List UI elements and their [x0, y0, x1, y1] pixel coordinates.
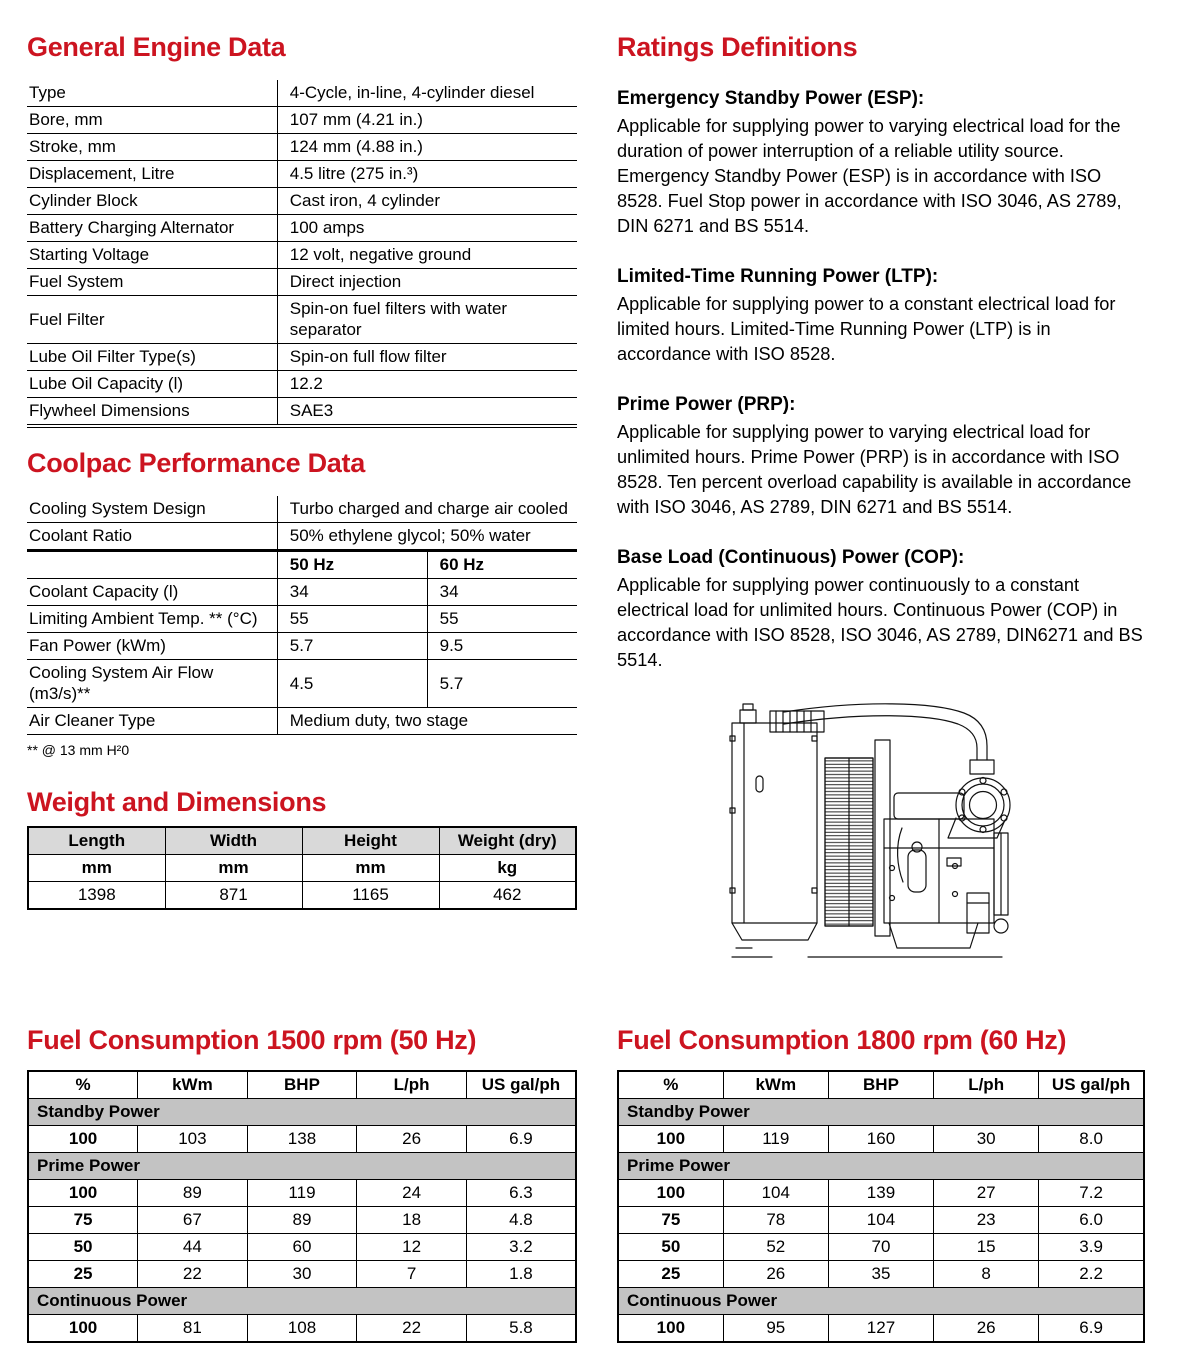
unit-cell: mm [165, 855, 302, 882]
data-cell: 100 [618, 1180, 723, 1207]
spec-value: 100 amps [277, 215, 577, 242]
unit-cell: mm [302, 855, 439, 882]
empty-cell [27, 551, 277, 579]
data-cell: 160 [828, 1126, 933, 1153]
spec-row [27, 296, 577, 344]
column-header: BHP [247, 1071, 357, 1099]
fuel-data-row [28, 1261, 576, 1288]
value-50hz: 4.5 [277, 660, 427, 708]
data-cell: 138 [247, 1126, 357, 1153]
data-cell: 52 [723, 1234, 828, 1261]
right-column-bottom [617, 1026, 1145, 1343]
fuel-section-row [618, 1153, 1144, 1180]
spec-row [27, 161, 577, 188]
column-header: US gal/ph [466, 1071, 576, 1099]
data-cell: 2.2 [1039, 1261, 1144, 1288]
left-column-top [27, 33, 577, 910]
data-cell: 119 [247, 1180, 357, 1207]
data-cell: 7 [357, 1261, 467, 1288]
frequency-header-row [27, 551, 577, 579]
weight-header-row [28, 827, 576, 855]
data-cell: 100 [618, 1126, 723, 1153]
section-header: Prime Power [28, 1153, 576, 1180]
data-cell: 104 [723, 1180, 828, 1207]
spec-value: 12 volt, negative ground [277, 242, 577, 269]
value-60hz: 9.5 [427, 633, 577, 660]
data-cell: 7.2 [1039, 1180, 1144, 1207]
data-cell: 8 [934, 1261, 1039, 1288]
left-column-bottom [27, 1026, 577, 1343]
spec-row [27, 606, 577, 633]
spec-value: Turbo charged and charge air cooled [277, 496, 577, 523]
rating-heading: Emergency Standby Power (ESP): [617, 88, 925, 109]
fuel-header-row [28, 1071, 576, 1099]
data-cell: 100 [28, 1180, 138, 1207]
spec-row [27, 708, 577, 735]
spec-row [27, 107, 577, 134]
unit-cell: mm [28, 855, 165, 882]
value-cell: 1165 [302, 882, 439, 910]
spec-label: Cooling System Design [27, 496, 277, 523]
data-cell: 4.8 [466, 1207, 576, 1234]
data-cell: 6.3 [466, 1180, 576, 1207]
column-header: Length [28, 827, 165, 855]
spec-label: Displacement, Litre [27, 161, 277, 188]
data-cell: 127 [828, 1315, 933, 1343]
data-cell: 100 [28, 1315, 138, 1343]
spec-row [27, 496, 577, 523]
data-cell: 26 [934, 1315, 1039, 1343]
fuel-data-row [28, 1234, 576, 1261]
rating-body: Applicable for supplying power to varying electrical load for unlimited hours. Prime Power (PRP) is in accordance with ISO 8528. Ten percent overload capability is available in accordance with ISO 3046, AS 2789, DIN 6271 and BS 5514. [617, 422, 1132, 517]
data-cell: 100 [618, 1315, 723, 1343]
general-engine-data-title: General Engine Data [27, 32, 286, 62]
weight-units-row [28, 855, 576, 882]
fuel-consumption-60hz-title: Fuel Consumption 1800 rpm (60 Hz) [617, 1025, 1067, 1055]
section-header: Prime Power [618, 1153, 1144, 1180]
data-cell: 30 [934, 1126, 1039, 1153]
value-cell: 871 [165, 882, 302, 910]
fuel-data-row [28, 1207, 576, 1234]
value-50hz: 55 [277, 606, 427, 633]
data-cell: 95 [723, 1315, 828, 1343]
spec-value: Direct injection [277, 269, 577, 296]
data-cell: 81 [138, 1315, 248, 1343]
column-header: Width [165, 827, 302, 855]
fuel-data-row [618, 1180, 1144, 1207]
column-header: L/ph [357, 1071, 467, 1099]
data-cell: 22 [357, 1315, 467, 1343]
fuel-data-row [618, 1234, 1144, 1261]
weight-dimensions-table [27, 826, 577, 910]
spec-label: Cooling System Air Flow (m3/s)** [27, 660, 277, 708]
data-cell: 60 [247, 1234, 357, 1261]
data-cell: 15 [934, 1234, 1039, 1261]
spec-value: 107 mm (4.21 in.) [277, 107, 577, 134]
spec-row [27, 344, 577, 371]
spec-label: Cylinder Block [27, 188, 277, 215]
column-header: kWm [723, 1071, 828, 1099]
data-cell: 44 [138, 1234, 248, 1261]
fuel-data-row [28, 1180, 576, 1207]
fuel-section-row [28, 1099, 576, 1126]
spec-label: Bore, mm [27, 107, 277, 134]
freq-60hz-header: 60 Hz [427, 551, 577, 579]
ratings-definitions-title: Ratings Definitions [617, 32, 858, 62]
spec-label: Lube Oil Capacity (l) [27, 371, 277, 398]
column-header: Weight (dry) [439, 827, 576, 855]
spec-value: Spin-on fuel filters with water separator [277, 296, 577, 344]
data-cell: 22 [138, 1261, 248, 1288]
section-header: Standby Power [618, 1099, 1144, 1126]
coolpac-performance-table [27, 496, 577, 735]
spec-label: Stroke, mm [27, 134, 277, 161]
spec-value: 124 mm (4.88 in.) [277, 134, 577, 161]
section-header: Continuous Power [28, 1288, 576, 1315]
unit-cell: kg [439, 855, 576, 882]
value-cell: 462 [439, 882, 576, 910]
fuel-data-row [618, 1315, 1144, 1343]
spec-value: Spin-on full flow filter [277, 344, 577, 371]
fuel-data-row [28, 1126, 576, 1153]
spec-row [27, 579, 577, 606]
data-cell: 3.9 [1039, 1234, 1144, 1261]
column-header: % [618, 1071, 723, 1099]
data-cell: 6.0 [1039, 1207, 1144, 1234]
spec-label: Fuel System [27, 269, 277, 296]
fuel-consumption-60hz-table [617, 1070, 1145, 1343]
rating-body: Applicable for supplying power continuously to a constant electrical load for unlimited hours. Continuous Power (COP) in accordance with ISO 8528, ISO 3046, AS 2789, DIN6271 and BS 5514. [617, 575, 1143, 670]
section-header: Standby Power [28, 1099, 576, 1126]
spec-value: SAE3 [277, 398, 577, 425]
coolpac-footnote: ** @ 13 mm H²0 [27, 742, 130, 758]
fuel-data-row [618, 1207, 1144, 1234]
fuel-data-row [618, 1261, 1144, 1288]
fuel-consumption-50hz-title: Fuel Consumption 1500 rpm (50 Hz) [27, 1025, 477, 1055]
weight-dimensions-title: Weight and Dimensions [27, 787, 327, 817]
data-cell: 25 [618, 1261, 723, 1288]
spec-label: Coolant Capacity (l) [27, 579, 277, 606]
fuel-data-row [28, 1315, 576, 1343]
spec-row [27, 371, 577, 398]
data-cell: 67 [138, 1207, 248, 1234]
data-cell: 6.9 [1039, 1315, 1144, 1343]
spec-row [27, 523, 577, 551]
spec-label: Starting Voltage [27, 242, 277, 269]
data-cell: 75 [618, 1207, 723, 1234]
data-cell: 70 [828, 1234, 933, 1261]
data-cell: 104 [828, 1207, 933, 1234]
spec-value: Cast iron, 4 cylinder [277, 188, 577, 215]
value-60hz: 55 [427, 606, 577, 633]
spec-label: Fuel Filter [27, 296, 277, 344]
fuel-section-row [28, 1288, 576, 1315]
spec-row [27, 269, 577, 296]
data-cell: 26 [357, 1126, 467, 1153]
data-cell: 8.0 [1039, 1126, 1144, 1153]
data-cell: 50 [618, 1234, 723, 1261]
data-cell: 35 [828, 1261, 933, 1288]
value-60hz: 5.7 [427, 660, 577, 708]
data-cell: 139 [828, 1180, 933, 1207]
rating-body: Applicable for supplying power to a constant electrical load for limited hours. Limited-Time Running Power (LTP) is in accordance with ISO 8528. [617, 294, 1116, 364]
column-header: % [28, 1071, 138, 1099]
rating-heading: Limited-Time Running Power (LTP): [617, 266, 939, 287]
engine-illustration-svg [712, 698, 1022, 966]
fuel-section-row [28, 1153, 576, 1180]
spec-value: 4.5 litre (275 in.³) [277, 161, 577, 188]
fuel-header-row [618, 1071, 1144, 1099]
spec-row [27, 134, 577, 161]
spec-row [27, 242, 577, 269]
fuel-data-row [618, 1126, 1144, 1153]
weight-values-row [28, 882, 576, 910]
spec-label: Limiting Ambient Temp. ** (°C) [27, 606, 277, 633]
column-header: L/ph [934, 1071, 1039, 1099]
value-cell: 1398 [28, 882, 165, 910]
data-cell: 25 [28, 1261, 138, 1288]
rating-heading: Prime Power (PRP): [617, 394, 796, 415]
rating-heading: Base Load (Continuous) Power (COP): [617, 547, 965, 568]
data-cell: 1.8 [466, 1261, 576, 1288]
data-cell: 108 [247, 1315, 357, 1343]
spec-row [27, 660, 577, 708]
data-cell: 24 [357, 1180, 467, 1207]
value-50hz: 5.7 [277, 633, 427, 660]
coolpac-performance-title: Coolpac Performance Data [27, 448, 365, 478]
data-cell: 23 [934, 1207, 1039, 1234]
table-bottom-rule [27, 425, 577, 428]
data-cell: 5.8 [466, 1315, 576, 1343]
spec-row [27, 398, 577, 425]
data-cell: 103 [138, 1126, 248, 1153]
fuel-section-row [618, 1099, 1144, 1126]
spec-label: Air Cleaner Type [27, 708, 277, 735]
data-cell: 50 [28, 1234, 138, 1261]
freq-50hz-header: 50 Hz [277, 551, 427, 579]
section-header: Continuous Power [618, 1288, 1144, 1315]
spec-row [27, 80, 577, 107]
data-cell: 26 [723, 1261, 828, 1288]
data-cell: 30 [247, 1261, 357, 1288]
spec-label: Coolant Ratio [27, 523, 277, 551]
spec-value: Medium duty, two stage [277, 708, 577, 735]
right-column-top [617, 33, 1145, 673]
spec-label: Lube Oil Filter Type(s) [27, 344, 277, 371]
value-60hz: 34 [427, 579, 577, 606]
data-cell: 27 [934, 1180, 1039, 1207]
spec-label: Flywheel Dimensions [27, 398, 277, 425]
data-cell: 18 [357, 1207, 467, 1234]
data-cell: 100 [28, 1126, 138, 1153]
data-cell: 3.2 [466, 1234, 576, 1261]
rating-body: Applicable for supplying power to varying electrical load for the duration of power interruption of a reliable utility source. Emergency Standby Power (ESP) is in accordance with ISO 8528. Fuel Stop power in accordance with ISO 3046, AS 2789, DIN 6271 and BS 5514. [617, 116, 1122, 236]
data-cell: 89 [138, 1180, 248, 1207]
spec-label: Fan Power (kWm) [27, 633, 277, 660]
fuel-section-row [618, 1288, 1144, 1315]
spec-row [27, 215, 577, 242]
spec-row [27, 633, 577, 660]
column-header: US gal/ph [1039, 1071, 1144, 1099]
spec-label: Type [27, 80, 277, 107]
spec-value: 12.2 [277, 371, 577, 398]
general-engine-data-table [27, 80, 577, 425]
spec-value: 4-Cycle, in-line, 4-cylinder diesel [277, 80, 577, 107]
column-header: kWm [138, 1071, 248, 1099]
engine-line-drawing [712, 698, 1022, 966]
spec-row [27, 188, 577, 215]
column-header: Height [302, 827, 439, 855]
fuel-consumption-50hz-table [27, 1070, 577, 1343]
data-cell: 6.9 [466, 1126, 576, 1153]
data-cell: 12 [357, 1234, 467, 1261]
spec-label: Battery Charging Alternator [27, 215, 277, 242]
data-cell: 119 [723, 1126, 828, 1153]
spec-value: 50% ethylene glycol; 50% water [277, 523, 577, 551]
value-50hz: 34 [277, 579, 427, 606]
data-cell: 78 [723, 1207, 828, 1234]
data-cell: 75 [28, 1207, 138, 1234]
ratings-definitions-list [617, 87, 1145, 673]
column-header: BHP [828, 1071, 933, 1099]
data-cell: 89 [247, 1207, 357, 1234]
